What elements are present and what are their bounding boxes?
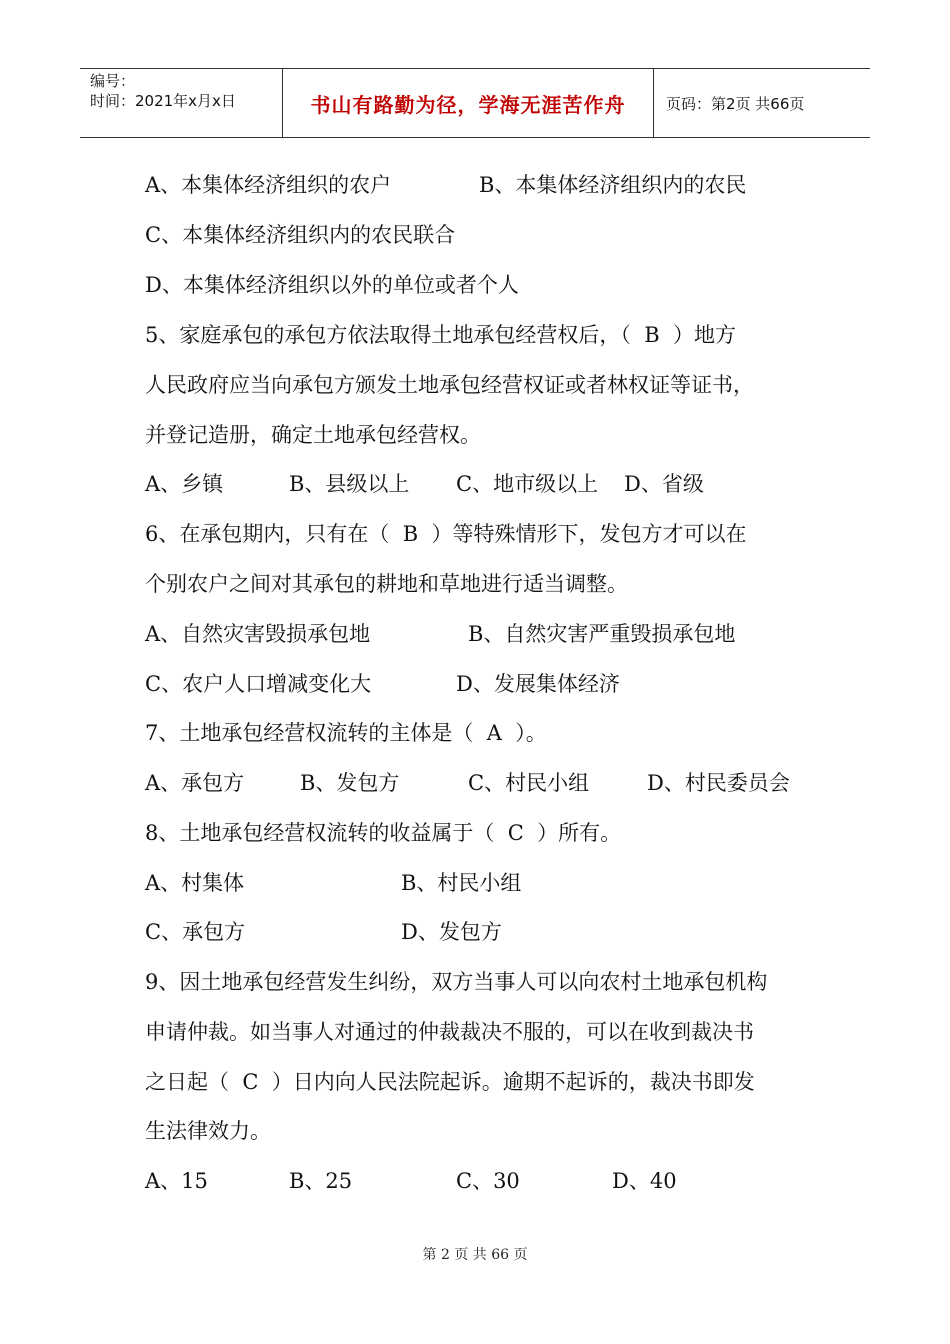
q5-option-c: C、地市级以上 (456, 472, 599, 496)
q7-option-b: B、发包方 (300, 771, 400, 795)
header-meta (80, 69, 282, 137)
q7-option-d: D、村民委员会 (647, 771, 790, 795)
q9-option-c: C、30 (456, 1169, 520, 1193)
q5-text-line-1: 5、家庭承包的承包方依法取得土地承包经营权后，（ B ）地方 (145, 323, 736, 347)
q4-option-c: C、本集体经济组织内的农民联合 (145, 223, 456, 247)
document-header (80, 68, 870, 138)
q9-option-d: D、40 (612, 1169, 677, 1193)
q5-option-d: D、省级 (624, 472, 704, 496)
q6-text-line-1: 6、在承包期内，只有在（ B ）等特殊情形下，发包方才可以在 (145, 522, 747, 546)
q7-option-a: A、承包方 (145, 771, 245, 795)
q5-option-a: A、乡镇 (145, 472, 224, 496)
q8-option-a: A、村集体 (145, 871, 245, 895)
q6-option-b: B、自然灾害严重毁损承包地 (468, 622, 736, 646)
q4-option-d: D、本集体经济组织以外的单位或者个人 (145, 273, 519, 297)
q6-option-c: C、农户人口增减变化大 (145, 672, 372, 696)
q8-option-c: C、承包方 (145, 920, 246, 944)
q6-option-d: D、发展集体经济 (456, 672, 620, 696)
q9-text-line-1: 9、因土地承包经营发生纠纷，双方当事人可以向农村土地承包机构 (145, 970, 768, 994)
q9-text-line-4: 生法律效力。 (145, 1119, 271, 1143)
q9-text-line-2: 申请仲裁。如当事人对通过的仲裁裁决不服的，可以在收到裁决书 (145, 1020, 754, 1044)
motto: 书山有路勤为径，学海无涯苦作舟 (310, 92, 626, 117)
header-motto-cell (282, 69, 654, 137)
q4-option-a: A、本集体经济组织的农户 (145, 173, 392, 197)
footer-page-number: 第 2 页 共 66 页 (422, 1247, 528, 1263)
time-label: 时间：2021年x月x日 (90, 92, 236, 110)
number-label: 编号： (90, 72, 136, 90)
q9-option-b: B、25 (289, 1169, 353, 1193)
page-footer (0, 1244, 950, 1264)
q4-option-b: B、本集体经济组织内的农民 (479, 173, 747, 197)
q7-option-c: C、村民小组 (468, 771, 590, 795)
q9-option-a: A、15 (145, 1169, 208, 1193)
q5-option-b: B、县级以上 (289, 472, 410, 496)
header-page-info (654, 69, 870, 137)
q8-option-d: D、发包方 (401, 920, 502, 944)
q8-text-line-1: 8、土地承包经营权流转的收益属于（ C ）所有。 (145, 821, 622, 845)
q9-text-line-3: 之日起（ C ）日内向人民法院起诉。逾期不起诉的，裁决书即发 (145, 1070, 755, 1094)
page-info: 页码：第2页 共66页 (666, 94, 805, 113)
q5-text-line-3: 并登记造册，确定土地承包经营权。 (145, 423, 481, 447)
q6-text-line-2: 个别农户之间对其承包的耕地和草地进行适当调整。 (145, 572, 628, 596)
q7-text-line-1: 7、土地承包经营权流转的主体是（ A ）。 (145, 721, 547, 745)
q5-text-line-2: 人民政府应当向承包方颁发土地承包经营权证或者林权证等证书， (145, 373, 754, 397)
q8-option-b: B、村民小组 (401, 871, 522, 895)
q6-option-a: A、自然灾害毁损承包地 (145, 622, 371, 646)
